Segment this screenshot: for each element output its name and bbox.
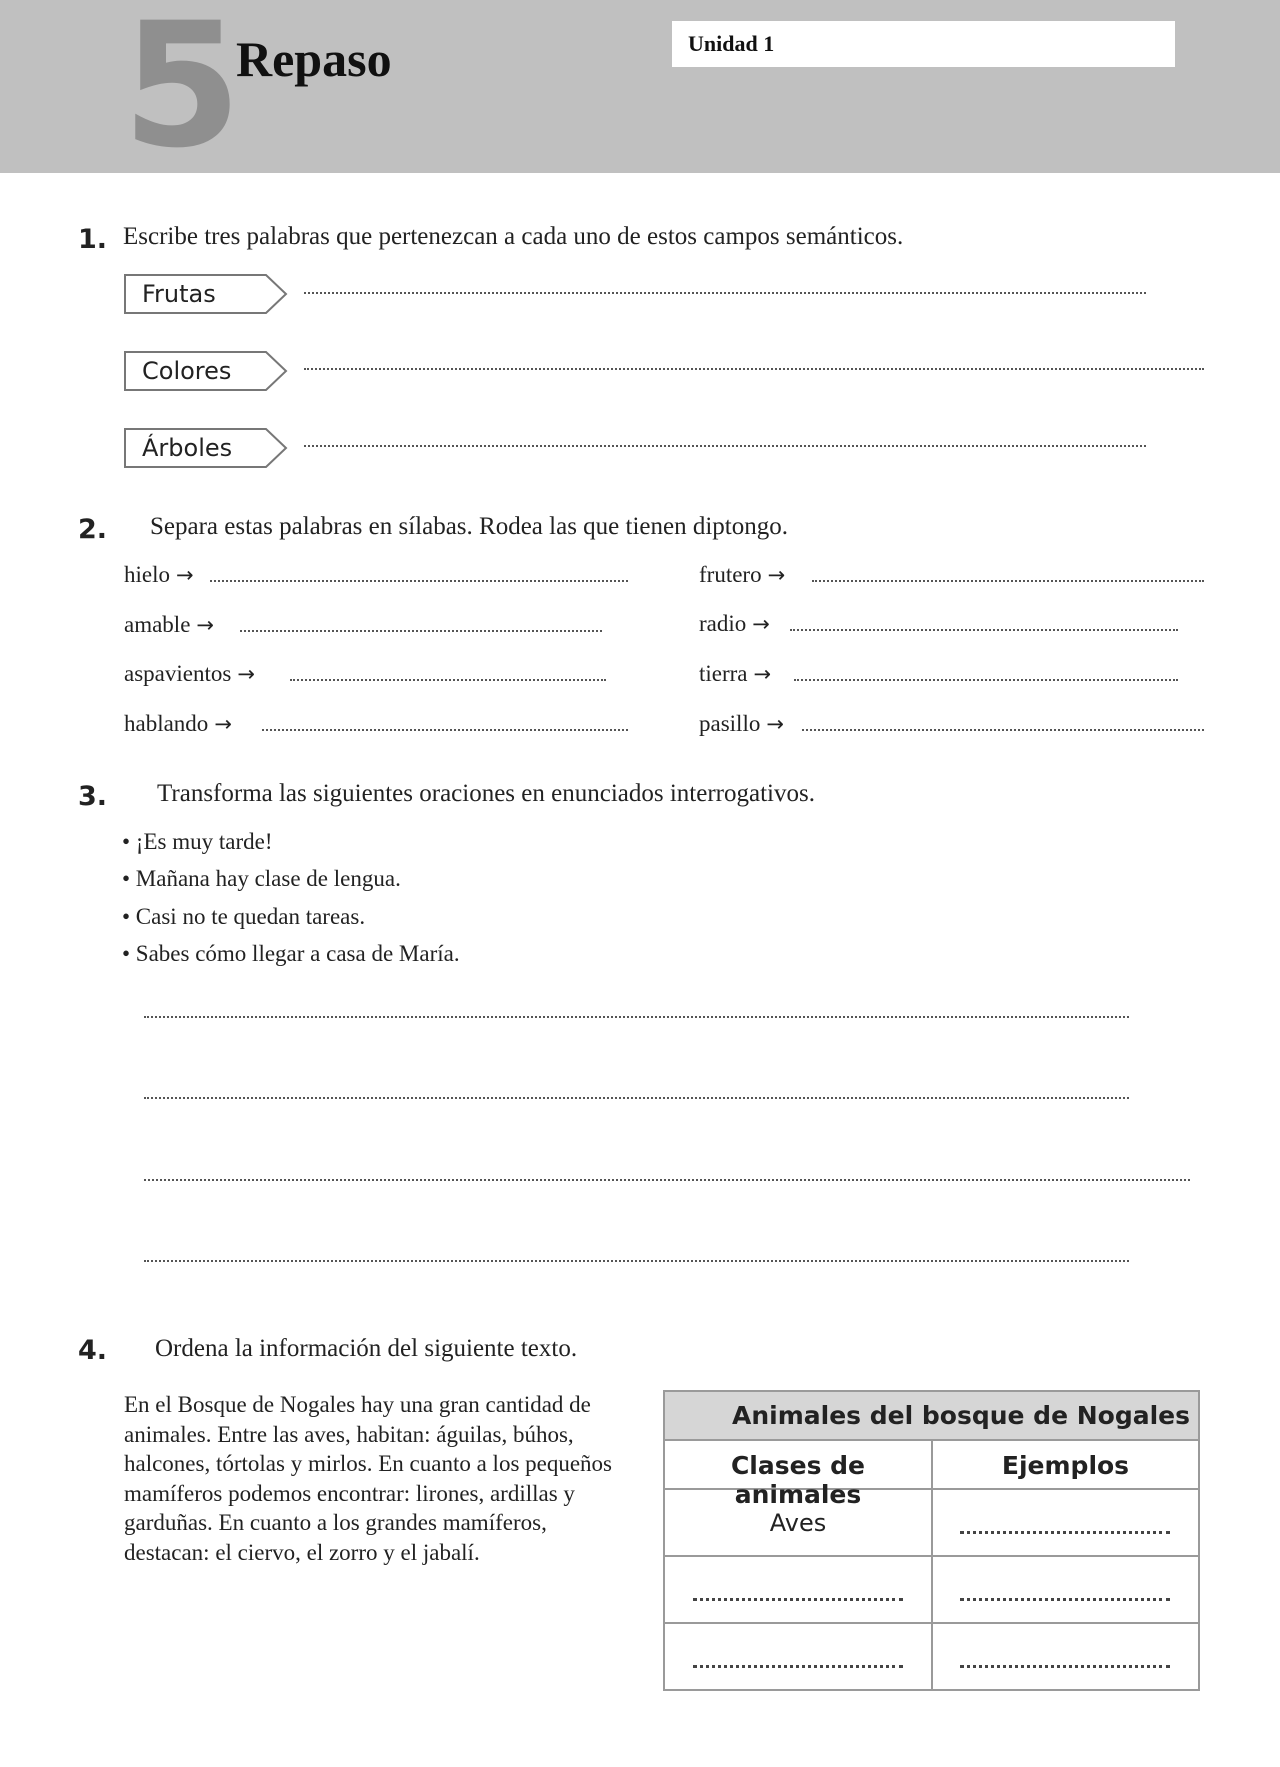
sentence-item: • Mañana hay clase de lengua. [122, 866, 401, 891]
tag-arboles [124, 428, 288, 469]
page-title: Repaso [236, 31, 392, 87]
word-right: pasillo → [699, 711, 784, 736]
example-blank[interactable] [932, 1489, 1199, 1556]
exercise-1-instruction: Escribe tres palabras que pertenezcan a cada uno de estos campos semánticos. [123, 223, 904, 250]
answer-line[interactable] [304, 290, 1146, 294]
reading-passage: En el Bosque de Nogales hay una gran cantidad de animales. Entre las aves, habitan: águilas, búhos, halcones, tórtolas y mirlos. En cuanto a los pequeños mamíferos podemos encontrar: lirones, ardillas y garduñas. En cuanto a los grandes mamíferos, destacan: el ciervo, el zorro y el jabalí. [124, 1392, 613, 1565]
column-header-classes: Clases de animales [664, 1440, 932, 1489]
answer-line[interactable] [304, 443, 1146, 447]
answer-line[interactable] [290, 677, 606, 681]
word-left: hielo → [124, 562, 194, 587]
answer-line[interactable] [790, 627, 1178, 631]
unit-label: Unidad 1 [672, 21, 1175, 67]
answer-line[interactable] [262, 727, 628, 731]
word-left: amable → [124, 612, 215, 637]
tag-label: Colores [142, 357, 232, 385]
word-right: frutero → [699, 562, 786, 587]
exercise-2-number: 2. [78, 514, 108, 545]
class-blank[interactable] [664, 1623, 932, 1690]
example-blank[interactable] [932, 1556, 1199, 1623]
exercise-1-number: 1. [78, 224, 108, 255]
answer-line[interactable] [812, 578, 1204, 582]
lesson-number: 5 [122, 0, 242, 186]
class-blank[interactable] [664, 1556, 932, 1623]
sentence-item: • ¡Es muy tarde! [122, 829, 273, 854]
exercise-2-instruction: Separa estas palabras en sílabas. Rodea las que tienen diptongo. [150, 513, 789, 540]
page-header [0, 0, 1280, 186]
table-row [664, 1623, 1199, 1690]
column-header-examples: Ejemplos [932, 1440, 1199, 1489]
class-cell: Aves [664, 1489, 932, 1556]
table-caption: Animales del bosque de Nogales [664, 1391, 1199, 1440]
animals-table [663, 1390, 1200, 1691]
exercise-4-instruction: Ordena la información del siguiente texto. [155, 1335, 578, 1362]
answer-line[interactable] [240, 628, 602, 632]
answer-line[interactable] [144, 1095, 1129, 1099]
tag-label: Frutas [142, 280, 216, 308]
answer-line[interactable] [304, 366, 1204, 370]
word-left: hablando → [124, 711, 232, 736]
answer-line[interactable] [802, 727, 1204, 731]
exercise-4-number: 4. [78, 1335, 108, 1366]
word-left: aspavientos → [124, 661, 255, 686]
sentence-item: • Casi no te quedan tareas. [122, 904, 366, 929]
tag-colores [124, 351, 288, 392]
answer-line[interactable] [210, 578, 628, 582]
exercise-3-instruction: Transforma las siguientes oraciones en enunciados interrogativos. [157, 780, 815, 807]
example-blank[interactable] [932, 1623, 1199, 1690]
answer-line[interactable] [144, 1258, 1129, 1262]
exercise-3-number: 3. [78, 781, 108, 812]
answer-line[interactable] [794, 677, 1178, 681]
word-right: tierra → [699, 661, 772, 686]
tag-frutas [124, 274, 288, 315]
answer-line[interactable] [144, 1177, 1190, 1181]
sentence-item: • Sabes cómo llegar a casa de María. [122, 941, 460, 966]
tag-label: Árboles [142, 434, 233, 462]
table-row [664, 1556, 1199, 1623]
word-right: radio → [699, 611, 770, 636]
answer-line[interactable] [144, 1014, 1129, 1018]
